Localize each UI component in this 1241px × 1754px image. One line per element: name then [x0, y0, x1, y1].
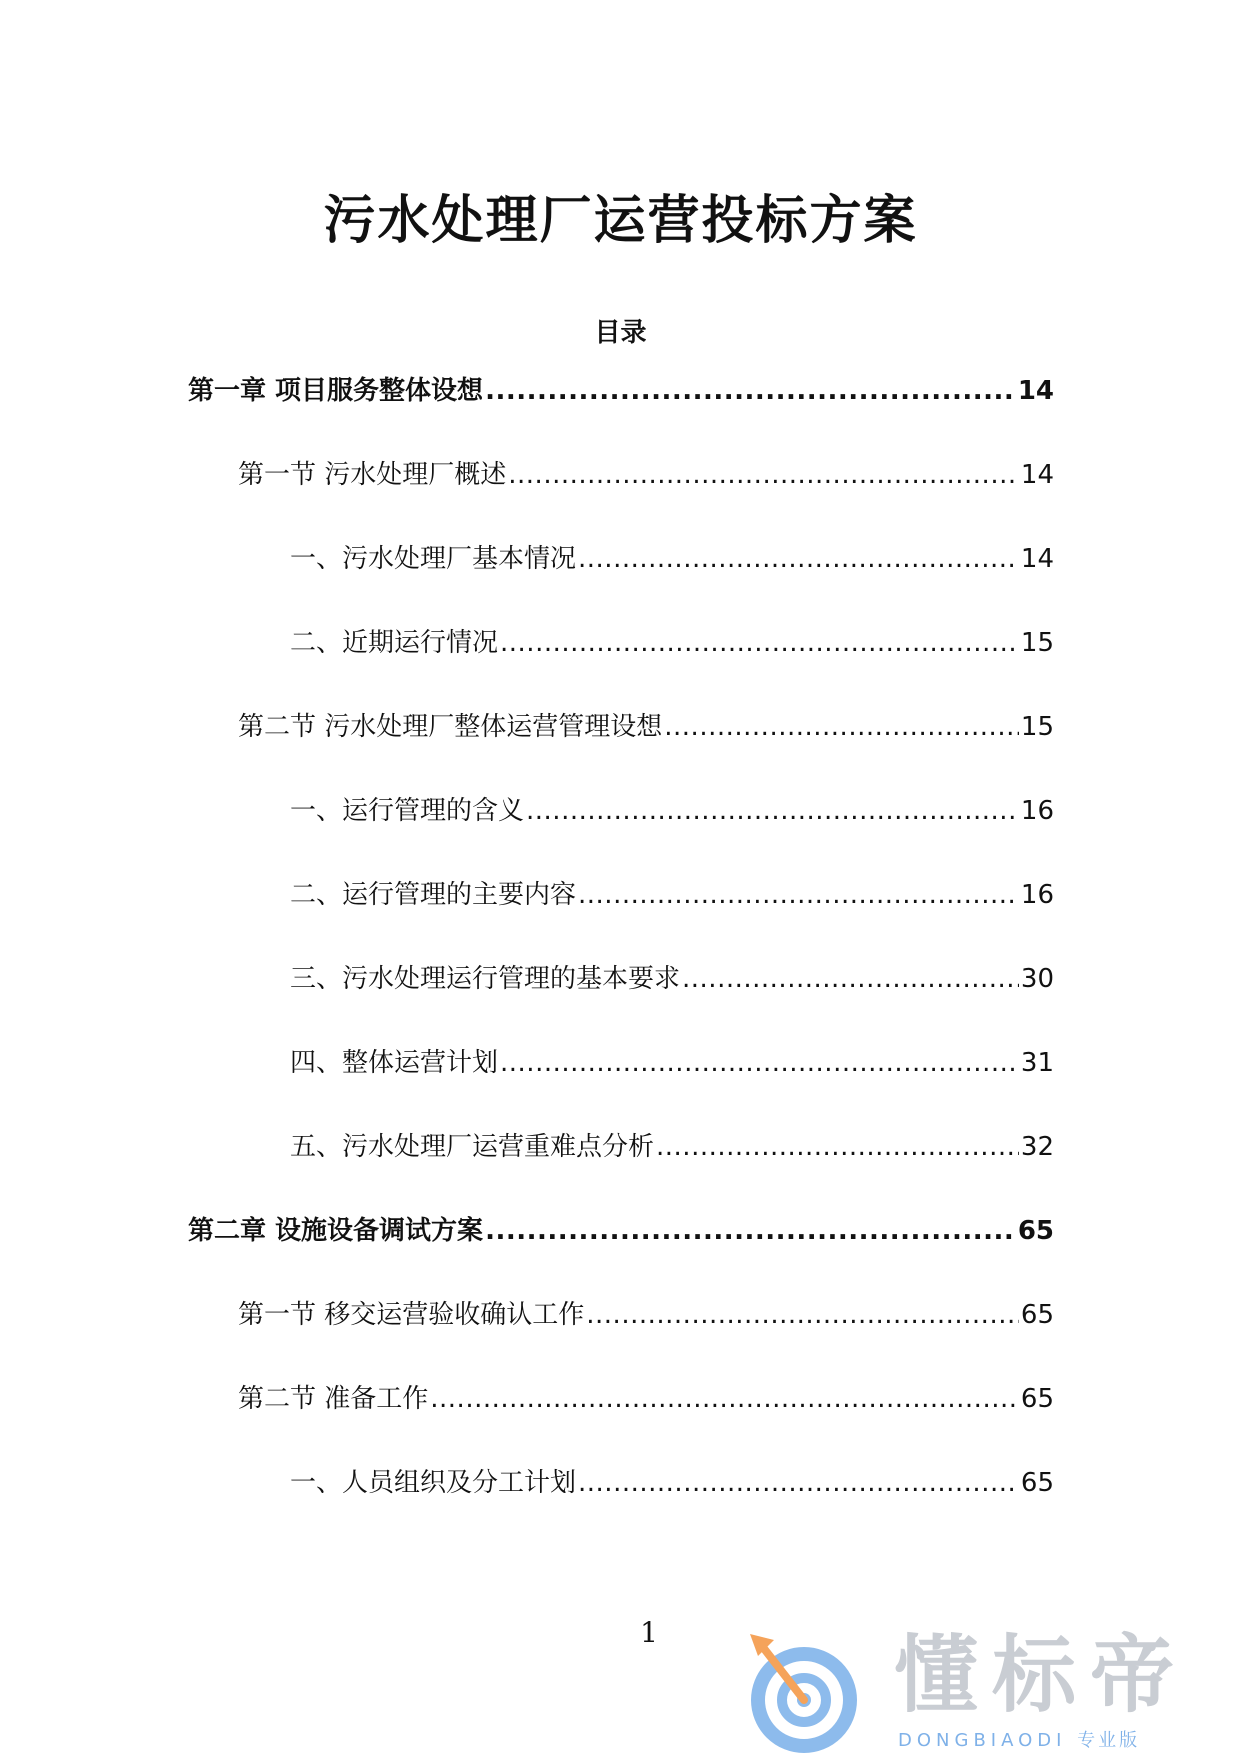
toc-entry-page: 30 — [1020, 964, 1054, 994]
toc-entry-page: 14 — [1017, 376, 1054, 406]
toc-entry[interactable] — [188, 1042, 1054, 1126]
toc-entry-page: 16 — [1020, 880, 1054, 910]
toc-entry[interactable] — [188, 1462, 1054, 1546]
toc-entry-label: 三、污水处理运行管理的基本要求 — [290, 964, 681, 994]
toc-dot-leader — [578, 1468, 1019, 1498]
toc-entry-label: 第一节 移交运营验收确认工作 — [238, 1300, 585, 1330]
toc-dot-leader — [500, 628, 1019, 658]
toc-dot-leader — [586, 1300, 1019, 1330]
watermark-sub-latin: DONGBIAODI — [898, 1730, 1067, 1751]
toc-entry[interactable] — [188, 874, 1054, 958]
toc-entry-label: 四、整体运营计划 — [290, 1048, 499, 1078]
watermark-logo — [744, 1626, 1214, 1754]
watermark-sub-cn: 专业版 — [1077, 1730, 1141, 1751]
toc-entry[interactable] — [188, 958, 1054, 1042]
toc-entry[interactable] — [188, 622, 1054, 706]
toc-entry-label: 一、污水处理厂基本情况 — [290, 544, 577, 574]
toc-entry-label: 一、人员组织及分工计划 — [290, 1468, 577, 1498]
table-of-contents — [188, 370, 1054, 1546]
watermark-brand: 懂标帝 — [894, 1626, 1189, 1724]
toc-entry-page: 15 — [1020, 712, 1054, 742]
toc-entry-label: 第一章 项目服务整体设想 — [188, 376, 484, 406]
toc-entry-page: 32 — [1020, 1132, 1054, 1162]
toc-entry[interactable] — [188, 706, 1054, 790]
toc-dot-leader — [578, 544, 1019, 574]
watermark-subtitle — [898, 1726, 1140, 1752]
toc-entry-label: 第一节 污水处理厂概述 — [238, 460, 507, 490]
toc-dot-leader — [682, 964, 1019, 994]
toc-dot-leader — [508, 460, 1019, 490]
toc-entry-page: 65 — [1020, 1384, 1054, 1414]
toc-entry[interactable] — [188, 538, 1054, 622]
page-number: 1 — [640, 1616, 658, 1649]
document-title: 污水处理厂运营投标方案 — [323, 191, 918, 251]
toc-entry-page: 15 — [1020, 628, 1054, 658]
toc-entry-label: 二、近期运行情况 — [290, 628, 499, 658]
toc-entry-page: 14 — [1020, 460, 1054, 490]
toc-entry[interactable] — [188, 454, 1054, 538]
toc-entry[interactable] — [188, 1126, 1054, 1210]
toc-entry-label: 第二节 准备工作 — [238, 1384, 429, 1414]
toc-dot-leader — [656, 1132, 1019, 1162]
toc-entry-page: 65 — [1017, 1216, 1054, 1246]
toc-entry[interactable] — [188, 1378, 1054, 1462]
toc-entry[interactable] — [188, 1210, 1054, 1294]
toc-entry-label: 第二章 设施设备调试方案 — [188, 1216, 484, 1246]
toc-dot-leader — [526, 796, 1019, 826]
toc-entry[interactable] — [188, 790, 1054, 874]
toc-dot-leader — [500, 1048, 1019, 1078]
toc-entry[interactable] — [188, 370, 1054, 454]
toc-entry-page: 14 — [1020, 544, 1054, 574]
toc-entry-label: 第二节 污水处理厂整体运营管理设想 — [238, 712, 663, 742]
toc-entry-label: 二、运行管理的主要内容 — [290, 880, 577, 910]
toc-dot-leader — [664, 712, 1019, 742]
toc-entry-page: 16 — [1020, 796, 1054, 826]
toc-heading: 目录 — [594, 318, 647, 348]
toc-entry-page: 31 — [1020, 1048, 1054, 1078]
toc-entry[interactable] — [188, 1294, 1054, 1378]
target-dart-icon — [744, 1626, 874, 1754]
toc-entry-label: 一、运行管理的含义 — [290, 796, 525, 826]
toc-entry-label: 五、污水处理厂运营重难点分析 — [290, 1132, 655, 1162]
toc-dot-leader — [485, 376, 1016, 406]
toc-entry-page: 65 — [1020, 1468, 1054, 1498]
toc-dot-leader — [430, 1384, 1019, 1414]
toc-dot-leader — [485, 1216, 1016, 1246]
toc-entry-page: 65 — [1020, 1300, 1054, 1330]
toc-dot-leader — [578, 880, 1019, 910]
